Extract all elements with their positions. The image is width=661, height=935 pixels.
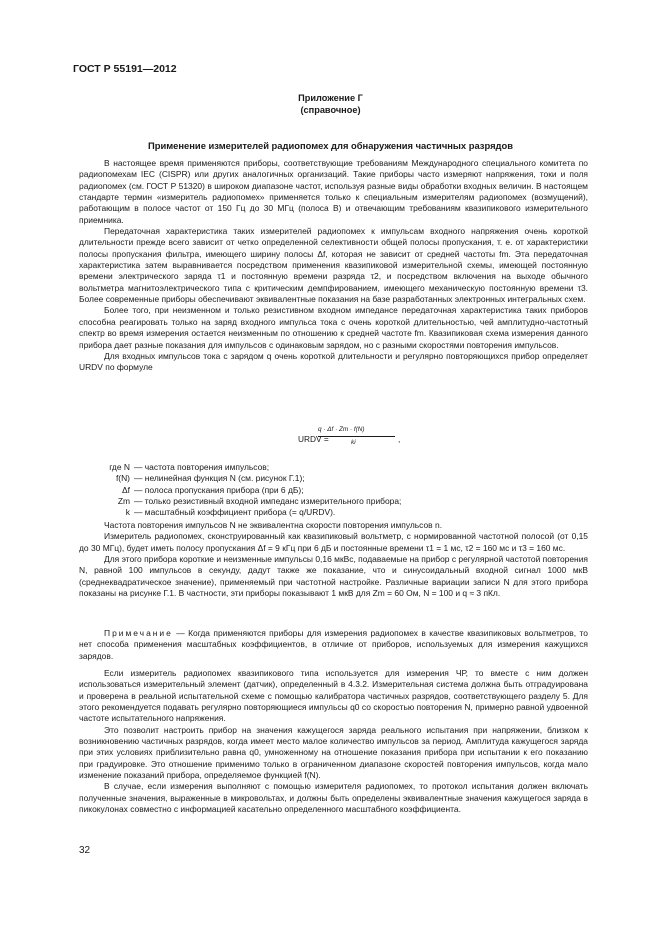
- definition-symbol: f(N): [115, 473, 130, 484]
- definition-row: [79, 462, 588, 473]
- note-paragraph: [79, 628, 588, 662]
- definition-row: [79, 507, 588, 518]
- urdv-formula: [298, 426, 418, 456]
- paragraph-8: Если измеритель радиопомех квазипикового типа используется для измерения ЧР, то вместе с ним должен использоваться измерительный элемент (датчик), определенный в 4.3.2. Измерительная система должна быть отградуирована и проверена в реальной испытательной схеме с помощью калибратора частичных разрядов, соответствующего разделу 5. Для этого рекомендуется подавать регулярно повторяющиеся импульсы q0 со скоростью повторения N, примерно равной удвоенной частоте испытательного напряжения.: [79, 668, 588, 724]
- definition-text: — частота повторения импульсов;: [134, 462, 270, 472]
- formula-numerator: q · Δf · Zm · f(N): [318, 426, 365, 433]
- formula-denominator: ki: [351, 439, 356, 446]
- appendix-label: Приложение Г: [298, 93, 363, 103]
- body-block-3: [79, 668, 588, 815]
- definition-text: — полоса пропускания прибора (при 6 дБ);: [134, 484, 304, 495]
- paragraph-4: Для входных импульсов тока с зарядом q очень короткой длительности и регулярно повторяющихся прибор определяет URDV по формуле: [79, 350, 588, 373]
- definition-row: [79, 496, 588, 507]
- note-label: Примечание: [104, 628, 173, 638]
- note-text: — Когда применяются приборы для измерения радиопомех в качестве квазипиковых вольтметров, то нет способа применения масштабных коэффициентов, в отличие от приборов, используемых для измерения кажущихся зарядов.: [79, 628, 588, 661]
- formula-lhs: URDV =: [298, 434, 329, 444]
- paragraph-7: Для этого прибора короткие и неизменные импульсы 0,16 мкВс, подаваемые на прибор с регулярной частотой повторения N, равной 100 импульсов в секунду, дадут также же показание, что и синусоидальный входной сигнал 1000 мкВ (среднеквадратическое значение), применяемый при частотной настройке. Различные вариации записи N для этого прибора показаны на рисунке Г.1. В частности, эти приборы показывают 1 мкВ для Zm = 60 Ом, N = 100 и q ≈ 3 пКл.: [79, 554, 588, 599]
- appendix-kind: (справочное): [300, 105, 361, 115]
- note-block: [79, 628, 588, 662]
- definition-row: [79, 485, 588, 496]
- definition-text: — только резистивный входной импеданс измерительного прибора;: [134, 496, 402, 507]
- definition-symbol: Zm: [117, 496, 130, 507]
- paragraph-10: В случае, если измерения выполняют с помощью измерителя радиопомех, то протокол испытания должен включать полученные значения, выраженные в микровольтах, и должны быть определены эквивалентные значения кажущегося заряда в пикокулонах совместно с информацией касательно определенного масштабного коэффициента.: [79, 781, 588, 815]
- paragraph-9: Это позволит настроить прибор на значения кажущегося заряда реального испытания при напряжении, близком к возникновению частичных разрядов, когда имеет место малое количество импульсов за период. Амплитуда кажущегося заряда при этих условиях приблизительно равна q0, умноженному на отношение показания прибора при испытании к его показанию при градуировке. Это отношение применимо только в ограниченном диапазоне скоростей повторения импульсов, когда мало изменение показаний прибора, определяемое функцией f(N).: [79, 724, 588, 781]
- page-number: 32: [79, 845, 91, 856]
- definition-symbol: Δf: [122, 484, 130, 495]
- standard-header: ГОСТ Р 55191—2012: [73, 63, 177, 75]
- paragraph-3: Более того, при неизменном и только резистивном входном импедансе передаточная характеристика таких приборов способна реагировать только на заряд входного импульса тока с очень короткой длительностью, чей амплитудно-частотный спектр во время измерения остается неизменным по отношению к средней частоте fm. Квазипиковая схема измерения данного прибора дает разные показания для импульсов с одинаковым зарядом, но с разными скоростями повторения импульсов.: [79, 305, 588, 350]
- definition-symbol: где N: [109, 462, 130, 472]
- body-block-2: [79, 520, 588, 599]
- paragraph-5: Частота повторения импульсов N не эквивалентна скорости повторения импульсов n.: [104, 520, 443, 530]
- body-block-1: [79, 158, 588, 374]
- fraction-bar: [318, 436, 395, 437]
- formula-end: ,: [398, 434, 401, 444]
- definitions-list: [79, 462, 588, 519]
- paragraph-6: Измеритель радиопомех, сконструированный как квазипиковый вольтметр, с нормированной частотной полосой (от 0,15 до 30 МГц), будет иметь полосу пропускания Δf = 9 кГц при 6 дБ и постоянные времени τ1 = 1 мс, τ2 = 160 мс и τ3 = 160 мс.: [79, 531, 588, 553]
- definition-text: — нелинейная функция N (см. рисунок Г.1);: [134, 473, 305, 484]
- definition-symbol: k: [125, 507, 130, 518]
- appendix-title: Применение измерителей радиопомех для обнаружения частичных разрядов: [148, 140, 513, 151]
- definition-row: [79, 473, 588, 484]
- definition-text: — масштабный коэффициент прибора (= q/URDV).: [134, 507, 336, 518]
- paragraph-1: В настоящее время применяются приборы, соответствующие требованиям Международного специального комитета по радиопомехам IEC (CISPR) или других аналогичных организаций. Такие приборы часто измеряют напряжения, токи и поля радиопомех (см. ГОСТ Р 51320) в широком диапазоне частот, используя разные виды обработки входных величин. В настоящем стандарте термин «измеритель радиопомех» применяется только к специальным измерителям радиопомех (возмущений), работающим в полосе частот от 150 Гц до 30 МГц (полоса В) и отвечающим требованиям квазипикового измерительного приемника.: [79, 158, 588, 225]
- paragraph-2: Передаточная характеристика таких измерителей радиопомех к импульсам входного напряжения очень короткой длительности прежде всего зависит от четко определенной селективности общей полосы пропускания, т. е. от характеристики полосы пропускания фильтра, имеющего ширину полосы Δf, которая не зависит от средней частоты fm. Эта передаточная характеристика затем выравнивается посредством применения квазипиковой измерительной схемы, имеющей постоянную времени электрического заряда τ1 и постоянную времени разряда τ2, и посредством включения на выходе обычного вольтметра магнитоэлектрического типа с критическим демпфированием, имеющего механическую постоянную времени τ3. Более современные приборы обеспечивают эквивалентные показания на базе разработанных электронных интегральных схем.: [79, 226, 588, 305]
